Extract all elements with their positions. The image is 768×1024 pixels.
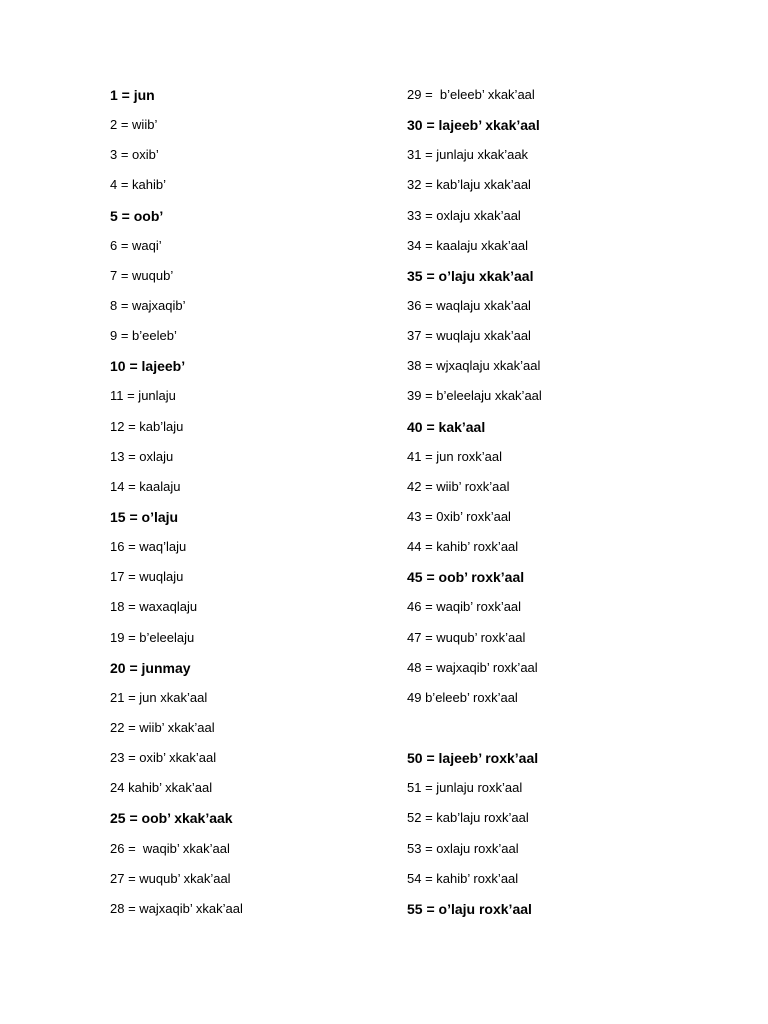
right-column-entry: 36 = waqlaju xkak’aal: [407, 297, 531, 313]
right-column-entry: 54 = kahib’ roxk’aal: [407, 870, 519, 886]
right-column-entry: 46 = waqib’ roxk’aal: [407, 599, 522, 615]
left-column-entry: 19 = b’eleelaju: [110, 629, 195, 645]
right-column-entry: 52 = kab’laju roxk’aal: [407, 810, 529, 826]
right-column-entry: 48 = wajxaqib’ roxk’aal: [407, 659, 538, 675]
left-column-entry: 14 = kaalaju: [110, 478, 181, 494]
left-column-entry: 3 = oxib’: [110, 147, 159, 163]
right-column-entry: 50 = lajeeb’ roxk’aal: [407, 750, 539, 767]
left-column-entry: 28 = wajxaqib’ xkak’aal: [110, 900, 243, 916]
right-column-entry: 34 = kaalaju xkak’aal: [407, 237, 529, 253]
right-column-entry: 53 = oxlaju roxk’aal: [407, 840, 519, 856]
left-column-entry: 7 = wuqub’: [110, 267, 174, 283]
right-column-entry: 39 = b’eleelaju xkak’aal: [407, 388, 542, 404]
left-column-entry: 27 = wuqub’ xkak’aal: [110, 870, 231, 886]
left-column-entry: 4 = kahib’: [110, 177, 167, 193]
right-column-entry: 32 = kab’laju xkak’aal: [407, 177, 531, 193]
left-column-entry: 13 = oxlaju: [110, 448, 174, 464]
left-column-entry: 17 = wuqlaju: [110, 569, 184, 585]
right-column-entry: 45 = oob’ roxk’aal: [407, 569, 525, 586]
left-column-entry: 12 = kab’laju: [110, 418, 184, 434]
right-column-entry: 29 = b’eleeb’ xkak’aal: [407, 87, 535, 102]
left-column-entry: 25 = oob’ xkak’aak: [110, 810, 233, 827]
left-column-entry: 16 = waq’laju: [110, 539, 187, 555]
left-column-entry: 9 = b’eeleb’: [110, 328, 177, 344]
left-column-entry: 11 = junlaju: [110, 388, 176, 404]
left-column-entry: 21 = jun xkak’aal: [110, 689, 208, 705]
right-column-entry: 51 = junlaju roxk’aal: [407, 780, 523, 796]
right-column-entry: 33 = oxlaju xkak’aal: [407, 207, 521, 223]
right-column-entry: 35 = o’laju xkak’aal: [407, 267, 534, 284]
right-column-entry: 41 = jun roxk’aal: [407, 448, 503, 464]
left-column-entry: 8 = wajxaqib’: [110, 297, 186, 313]
left-column-entry: 1 = jun: [110, 87, 155, 103]
left-column-entry: 23 = oxib’ xkak’aal: [110, 750, 217, 766]
right-column-entry: 44 = kahib’ roxk’aal: [407, 539, 519, 555]
right-column-entry: 31 = junlaju xkak’aak: [407, 147, 529, 163]
left-column-entry: 24 kahib’ xkak’aal: [110, 780, 213, 796]
left-column-entry: 18 = waxaqlaju: [110, 599, 198, 615]
right-column-entry: 38 = wjxaqlaju xkak’aal: [407, 358, 541, 374]
right-column-entry: 43 = 0xib’ roxk’aal: [407, 508, 511, 524]
right-number-column: [407, 83, 707, 927]
right-column-blank-line: [407, 716, 707, 746]
right-column-entry: 30 = lajeeb’ xkak’aal: [407, 117, 540, 134]
right-column-entry: 55 = o’laju roxk’aal: [407, 900, 532, 917]
left-column-entry: 5 = oob’: [110, 207, 164, 224]
left-column-entry: 2 = wiib’: [110, 117, 158, 133]
right-column-entry: 49 b’eleeb’ roxk’aal: [407, 689, 518, 705]
left-number-column: [110, 83, 390, 927]
left-column-entry: 15 = o’laju: [110, 508, 179, 525]
left-column-entry: 20 = junmay: [110, 659, 191, 676]
right-column-entry: 40 = kak’aal: [407, 418, 486, 435]
left-column-entry: 10 = lajeeb’: [110, 358, 186, 375]
right-column-entry: 42 = wiib’ roxk’aal: [407, 478, 510, 494]
left-column-entry: 22 = wiib’ xkak’aal: [110, 719, 215, 735]
left-column-entry: 26 = waqib’ xkak’aal: [110, 840, 230, 856]
left-column-entry: 6 = waqi’: [110, 237, 162, 253]
right-column-entry: 47 = wuqub’ roxk’aal: [407, 629, 526, 645]
right-column-entry: 37 = wuqlaju xkak’aal: [407, 328, 531, 344]
